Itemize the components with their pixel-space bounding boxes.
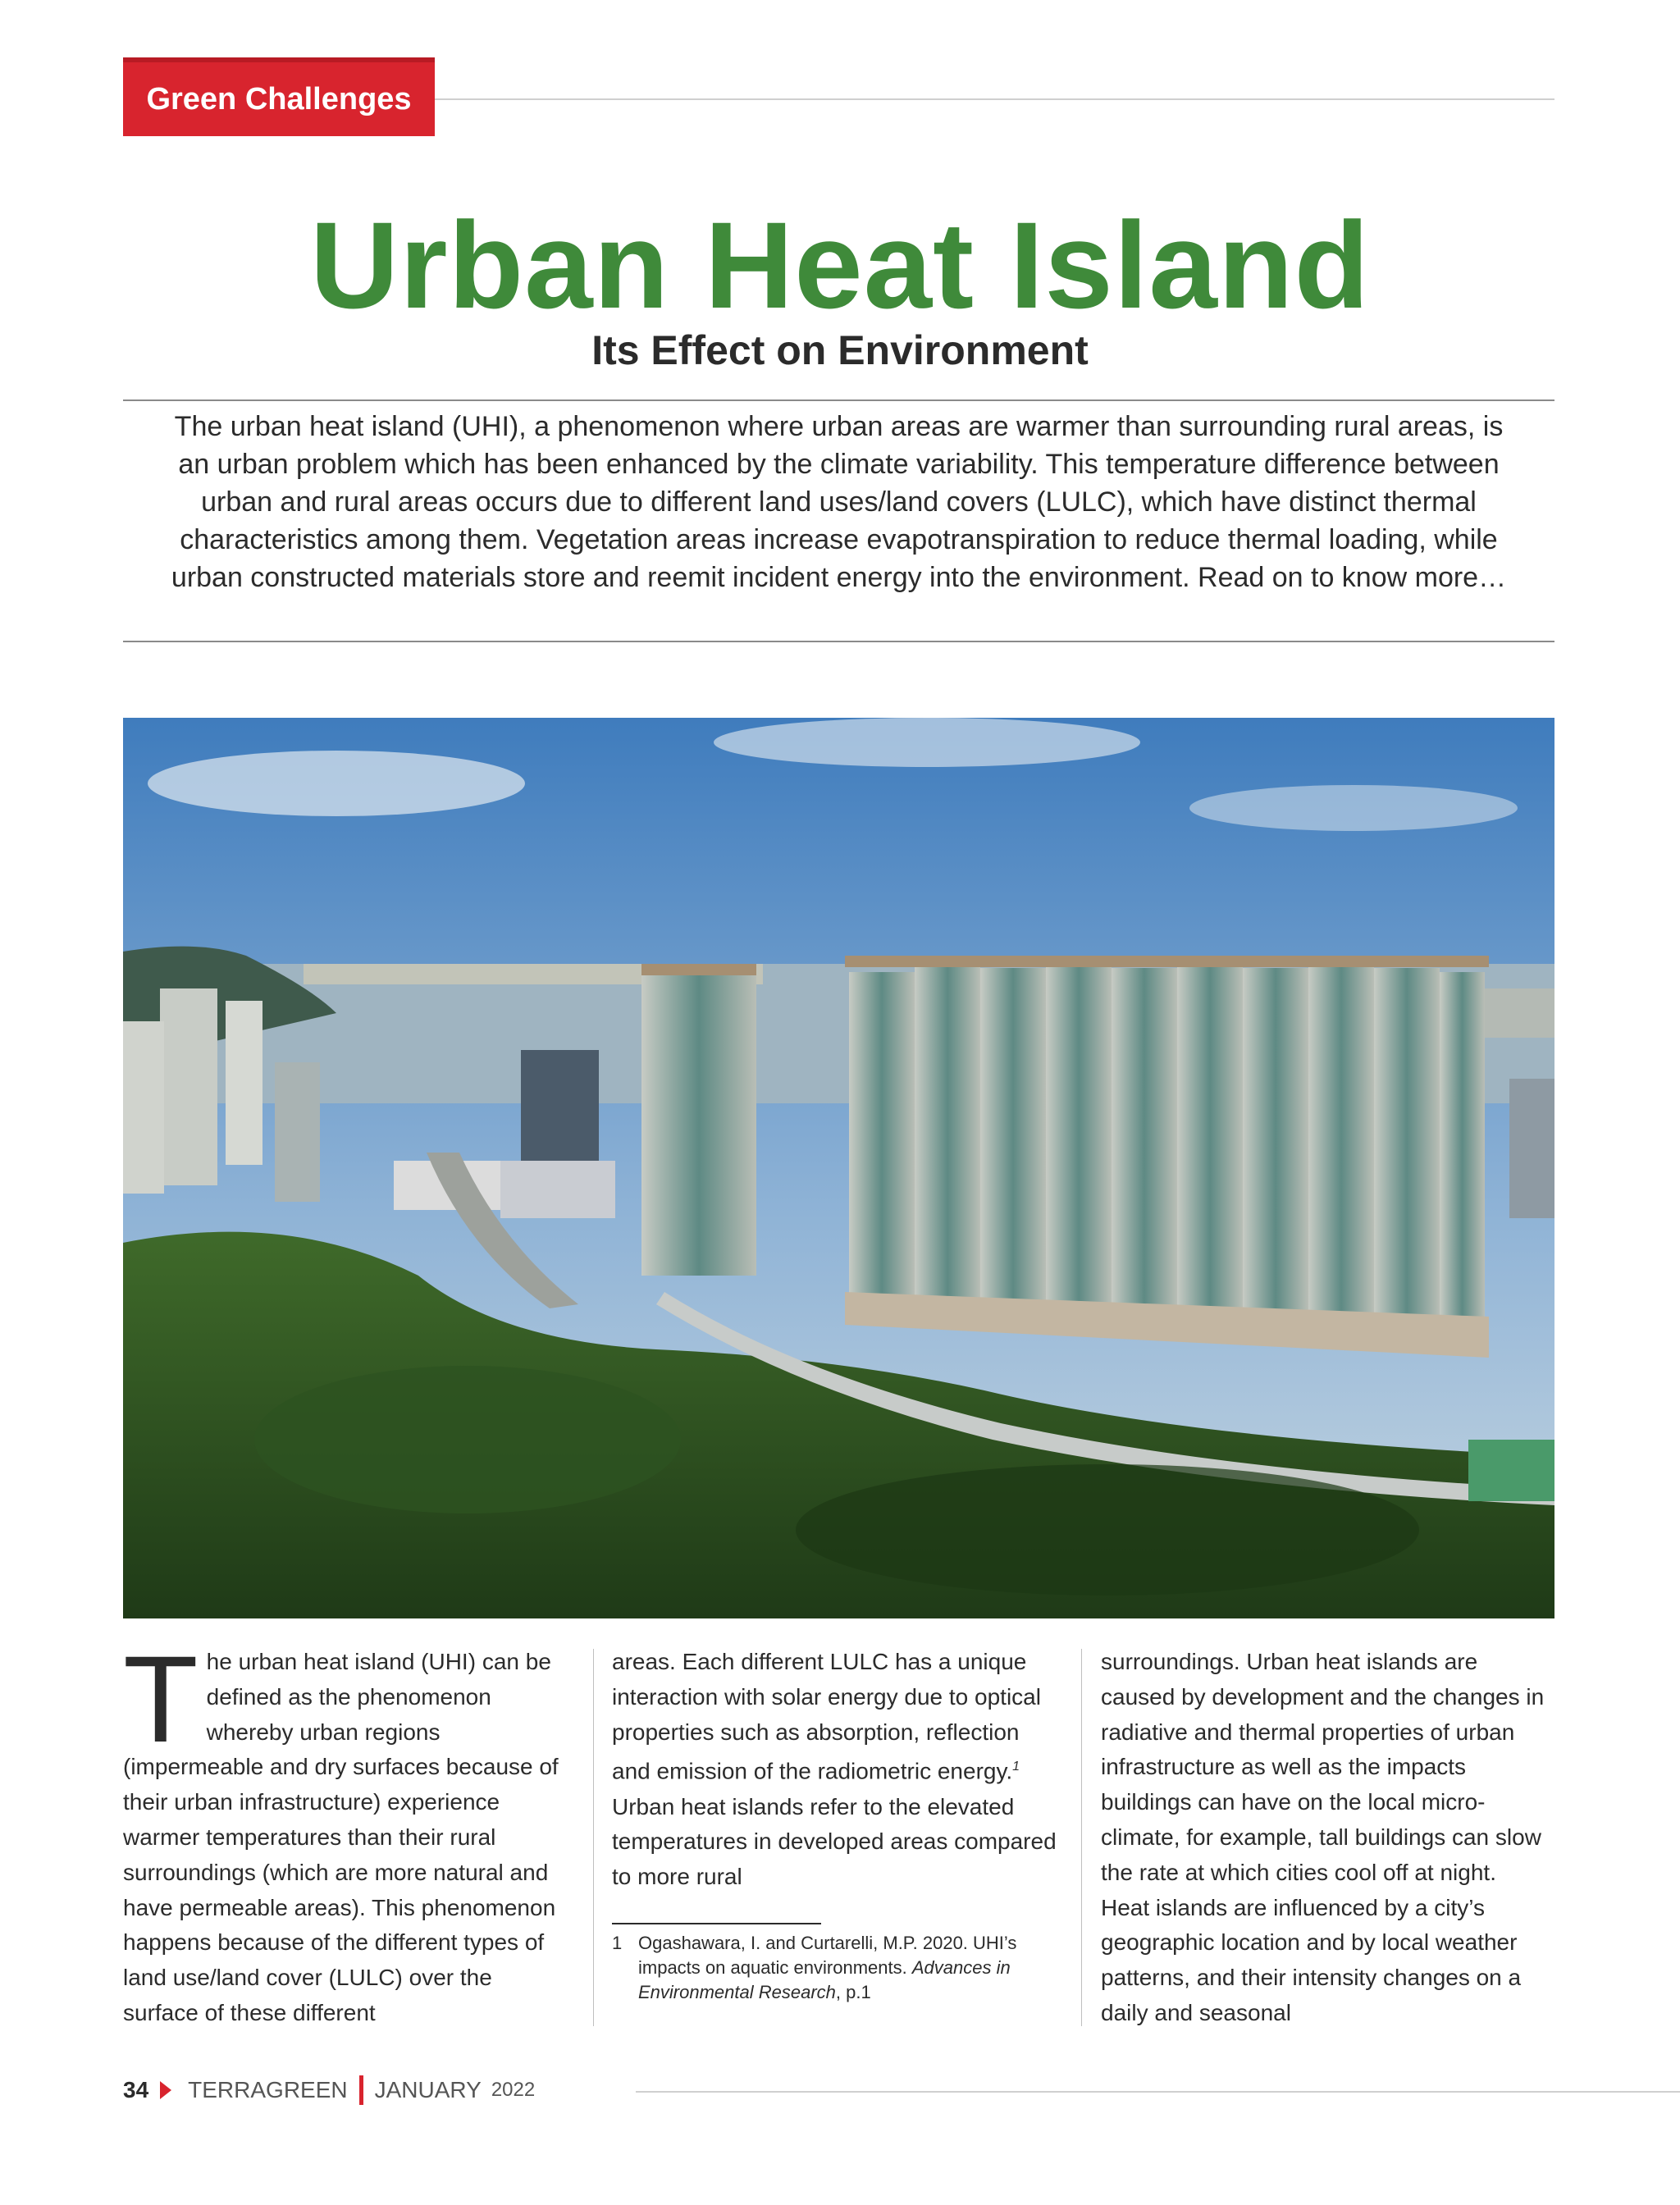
arrow-right-icon: [160, 2081, 171, 2099]
body-text-1: he urban heat island (UHI) can be defined as the phenomenon whereby urban regions (impermeable and dry surfaces because of their urban infrastructure) experience warmer temperatures than their rural surroundings (which are more natural and have permeable areas). This phenomenon happens because of the different types of land use/land cover (LULC) over the surface of these different: [123, 1649, 559, 2025]
body-text-2b: Urban heat islands refer to the elevated temperatures in developed areas compared to more rural: [612, 1793, 1057, 1890]
city-photo: [123, 718, 1554, 1618]
body-text-3: surroundings. Urban heat islands are caused by development and the changes in radiative and thermal properties of urban infrastructure as well as the impacts buildings can have on the local micro-climate, for example, tall buildings can slow the rate at which cities cool off at night. Heat islands are influenced by a city’s geographic location and by local weather patterns, and their intensity changes on a daily and seasonal: [1101, 1649, 1545, 2025]
drop-cap: T: [123, 1630, 199, 1768]
section-tab: [123, 57, 435, 136]
footnote: [612, 1931, 1055, 2005]
footnote-page: , p.1: [835, 1982, 871, 2002]
header-rule: [435, 98, 1554, 100]
column-divider-1: [593, 1649, 594, 2026]
issue-month: JANUARY: [374, 2077, 482, 2102]
page-subtitle: Its Effect on Environment: [591, 327, 1089, 373]
separator-bar: [359, 2075, 363, 2105]
footnote-number: 1: [612, 1933, 623, 1953]
column-divider-2: [1081, 1649, 1082, 2026]
footnote-text: [638, 1931, 1055, 2005]
body-text-2a: areas. Each different LULC has a unique interaction with solar energy due to optical properties such as absorption, reflection and emission of the radiometric energy.: [612, 1649, 1041, 1784]
intro-paragraph: The urban heat island (UHI), a phenomenon where urban areas are warmer than surrounding rural areas, is an urban problem which has been enhanced by the climate variability. This temperature difference between urban and rural areas occurs due to different land uses/land covers (LULC), which have distinct thermal characteristics among them. Vegetation areas increase evapotranspiration to reduce thermal loading, while urban constructed materials store and reemit incident energy into the environment. Read on to know more…: [171, 411, 1507, 593]
footer-rule: [636, 2091, 1680, 2093]
footnote-ref: 1: [1012, 1760, 1020, 1774]
body-column-2: [612, 1645, 1063, 1895]
footnote-rule: [612, 1923, 821, 1924]
footnote-journal: Advances in Environmental Research: [638, 1957, 1011, 2002]
page-title: Urban Heat Island: [309, 196, 1371, 334]
body-column-1: [123, 1630, 570, 2031]
intro-top-rule: [123, 399, 1554, 401]
page-footer: [123, 2071, 535, 2109]
issue-year: 2022: [491, 2079, 536, 2101]
page-number: 34: [123, 2077, 149, 2102]
intro-bottom-rule: [123, 641, 1554, 642]
footnote-citation: Ogashawara, I. and Curtarelli, M.P. 2020. UHI’s impacts on aquatic environments.: [638, 1933, 1017, 1978]
body-column-3: [1101, 1645, 1548, 2031]
section-label: Green Challenges: [146, 81, 412, 116]
magazine-name: TERRAGREEN: [188, 2077, 348, 2102]
